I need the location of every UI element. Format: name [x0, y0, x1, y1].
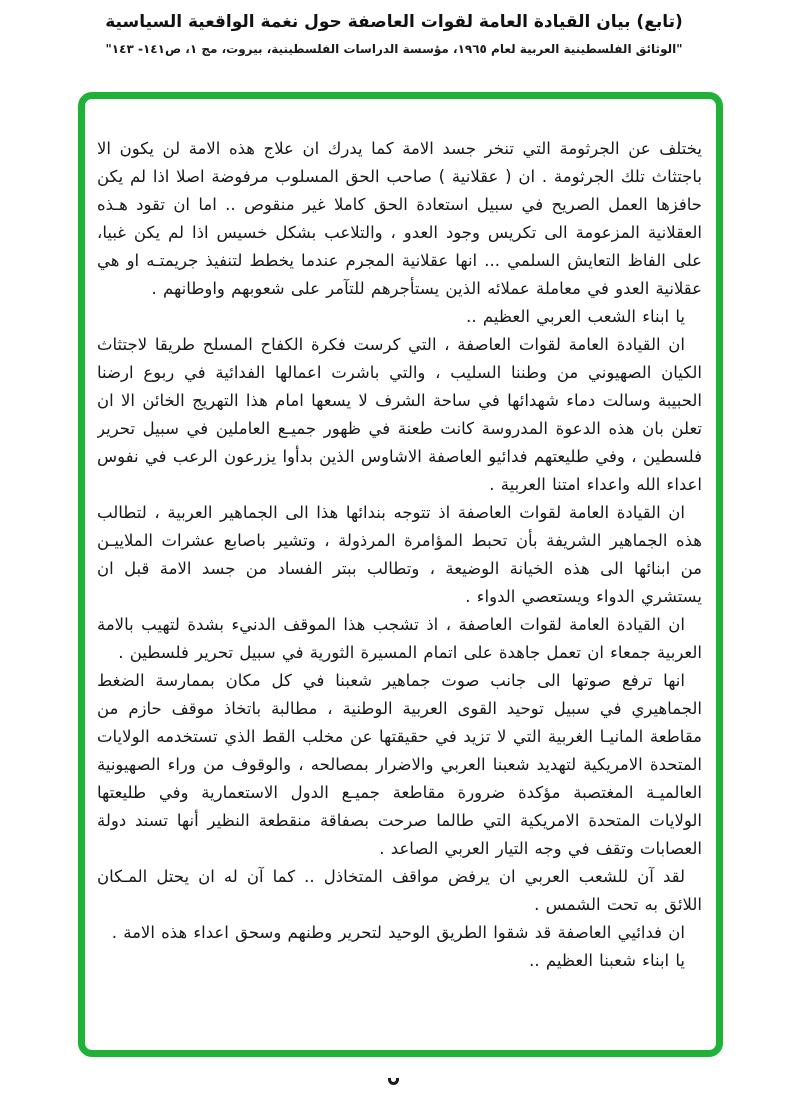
document-source-citation: "الوثائق الفلسطينية العربية لعام ١٩٦٥، مؤسسة الدراسات الفلسطينية، بيروت، مج ١، ص١٤١- ١٤٣": [105, 42, 683, 56]
document-title: (تابع) بيان القيادة العامة لقوات العاصفة حول نغمة الواقعية السياسية: [105, 12, 683, 32]
body-paragraph: انها ترفع صوتها الى جانب صوت جماهير شعبنا في كل مكان بممارسة الضغط الجماهيري في سبيل توحيد القوى العربية الوطنية ، مطالبة باتخاذ موقف حازم من مقاطعة المانيـا الغربية التي لا تزيد في حقيقتها عن مخلب القط الذي تستخدمه الولايات المتحدة الامريكية لتهديد شعبنا العربي والاضرار بمصالحه ، والوقوف من وراء الصهيونية العالميـة المغتصبة مؤكدة ضرورة مقاطعة جميـع الدول الاستعمارية وفي طليعتها الولايات المتحدة الامريكية التي طالما صرحت بصفاقة منقطعة النظير أنها تسند دولة العصابات وتقف في وجه التيار العربي الصاعد .: [97, 671, 702, 858]
body-paragraph: ان القيادة العامة لقوات العاصفة ، اذ تشجب هذا الموقف الدنيء بشدة لتهيب بالامة العربية جمعاء ان تعمل جاهدة على اتمام المسيرة الثورية في سبيل تحرير فلسطين .: [97, 615, 702, 662]
document-body-text: [97, 135, 702, 1036]
vocative-line: يا ابناء شعبنا العظيم ..: [529, 951, 685, 970]
body-paragraph: ان فدائيي العاصفة قد شقوا الطريق الوحيد لتحرير وطنهم وسحق اعداء هذه الامة .: [111, 923, 685, 942]
body-paragraph: يختلف عن الجرثومة التي تنخر جسد الامة كما يدرك ان علاج هذه الامة لن يكون الا باجتثاث تلك الجرثومة . ان ( عقلانية ) صاحب الحق المسلوب مرفوضة اصلا اذا لم يكن حافزها العمل الصريح في سبيل استعادة الحق كاملا غير منقوص .. اما ان تقود هـذه العقلانية المزعومة الى تكريس وجود العدو ، والتلاعب بشكل خسيس اذا لم يكن غبيا، على الفاظ التعايش السلمي ... انها عقلانية المجرم عندما يخطط لتنفيذ جريمتـه او هي عقلانية العدو في معاملة عملائه الذين يستأجرهم للتآمر على شعوبهم واوطانهم .: [97, 139, 702, 298]
green-highlight-frame: [78, 92, 723, 1057]
body-paragraph: ان القيادة العامة لقوات العاصفة ، التي كرست فكرة الكفاح المسلح طريقا لاجتثاث الكيان الصهيوني من وطننا السليب ، والتي باشرت اعمالها الفدائية في ربوع ارضنا الحبيبة وسالت دماء شهدائها في ساحة الشرف لا يسعها امام هذا التهريج الخائن الا ان تعلن بان هذه الدعوة المدروسة كانت طعنة في ظهور جميـع العاملين في سبيل تحرير فلسطين ، وفي طليعتهم فدائيو العاصفة الاشاوس الذين بدأوا يزرعون الرعب في نفوس اعداء الله واعداء امتنا العربية .: [97, 335, 702, 494]
page-bottom-mark: [388, 1078, 399, 1085]
body-paragraph: لقد آن للشعب العربي ان يرفض مواقف المتخاذل .. كما آن له ان يحتل المـكان اللائق به تحت الشمس .: [97, 867, 702, 914]
vocative-line: يا ابناء الشعب العربي العظيم ..: [466, 307, 685, 326]
document-header: [0, 12, 788, 56]
body-paragraph: ان القيادة العامة لقوات العاصفة اذ تتوجه بندائها هذا الى الجماهير العربية ، لتطالب هذه الجماهير الشريفة بأن تحبط المؤامرة المرذولة ، وتشير باصابع عشرات الملاييـن من ابنائها الى هذه الخيانة الوضيعة ، وتطالب ببتر الفساد من جسد الامة قبل ان يستشري الدواء ويستعصي الدواء .: [97, 503, 702, 606]
